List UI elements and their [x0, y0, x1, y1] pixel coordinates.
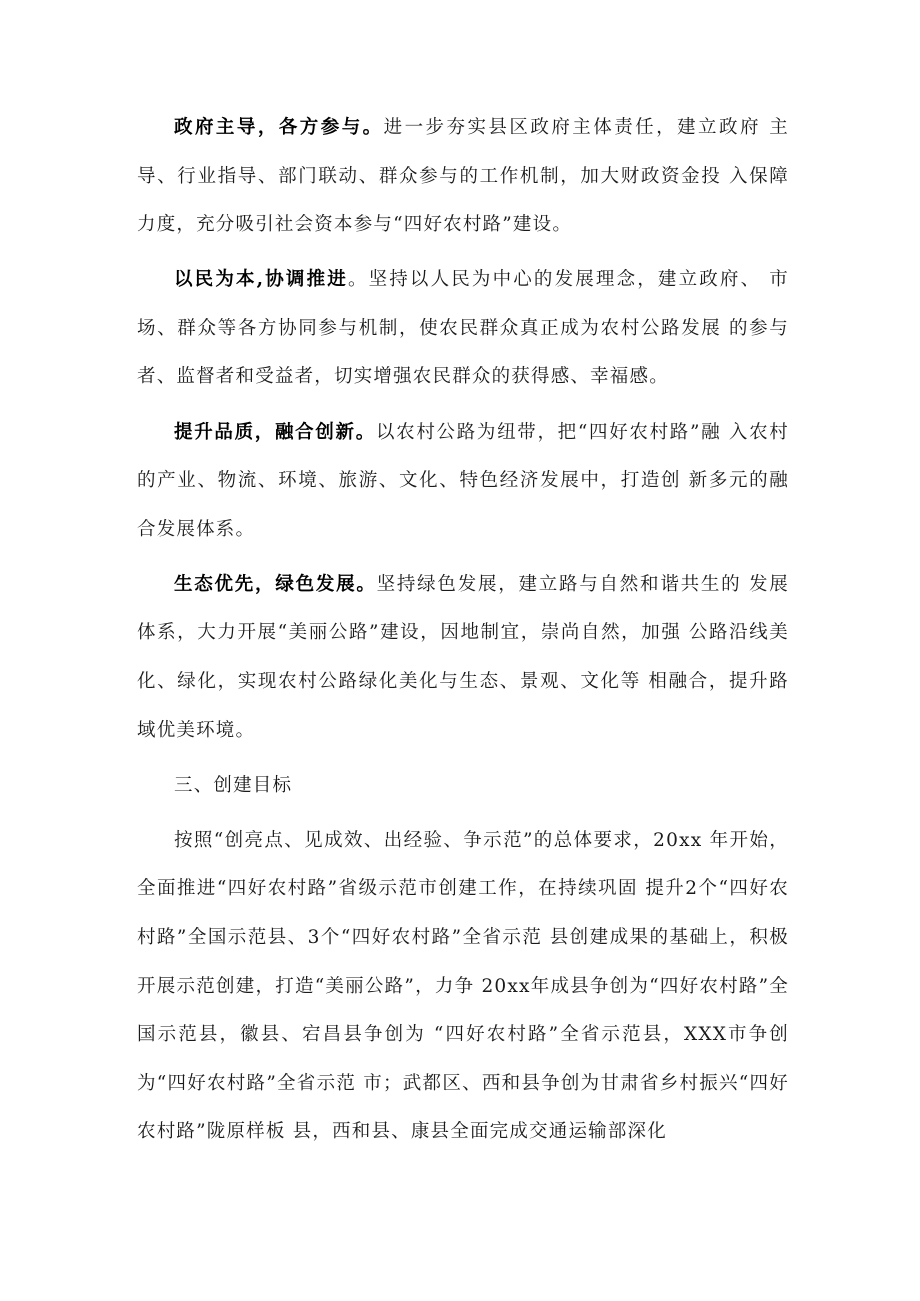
paragraph-targets: 按照“创亮点、见成效、出经验、争示范”的总体要求，20xx 年开始，全面推进“四好农村路”省级示范市创建工作，在持续巩固 提升2个“四好农村路”全国示范县、3个“四好农村路”全省示范 县创建成果的基础上，积极开展示范创建，打造“美丽公路”，力争 20xx年成县争创为“四好农村路”全国示范县，徽县、宕昌县争创为 “四好农村路”全省示范县，XXX市争创为“四好农村路”全省示范 市；武都区、西和县争创为甘肃省乡村振兴“四好农村路”陇原样板 县，西和县、康县全面完成交通运输部深化: [137, 829, 789, 1143]
paragraph-government-led: [137, 104, 789, 250]
paragraph-lead: 政府主导，各方参与。: [174, 117, 384, 138]
paragraph-text: 。坚持以人民为中心的发展理念，建立政府、 市场、群众等各方协同参与机制，使农民群众真正成为农村公路发展 的参与者、监督者和受益者，切实增强农民群众的获得感、幸福感。: [137, 269, 789, 388]
paragraph-text: 坚持绿色发展，建立路与自然和谐共生的 发展体系，大力开展“美丽公路”建设，因地制宜，崇尚自然，加强 公路沿线美化、绿化，实现农村公路绿化美化与生态、景观、文化等 相融合，提升路域优美环境。: [137, 573, 789, 741]
paragraph-people-oriented: [137, 256, 789, 402]
paragraph-text: 进一步夯实县区政府主体责任，建立政府 主导、行业指导、部门联动、群众参与的工作机制，加大财政资金投 入保障力度，充分吸引社会资本参与“四好农村路”建设。: [137, 117, 789, 236]
document-body: [137, 104, 789, 1157]
paragraph-quality-innovation: [137, 409, 789, 555]
paragraph-lead: 以民为本,协调推进: [174, 269, 348, 291]
paragraph-lead: 生态优先，绿色发展。: [174, 573, 377, 595]
paragraph-text: 以农村公路为纽带，把“四好农村路”融 入农村的产业、物流、环境、旅游、文化、特色经济发展中，打造创 新多元的融合发展体系。: [137, 421, 789, 540]
paragraph-lead: 提升品质，融合创新。: [174, 421, 376, 443]
paragraph-ecology-green: [137, 561, 789, 755]
section-heading: 三、创建目标: [174, 774, 293, 796]
